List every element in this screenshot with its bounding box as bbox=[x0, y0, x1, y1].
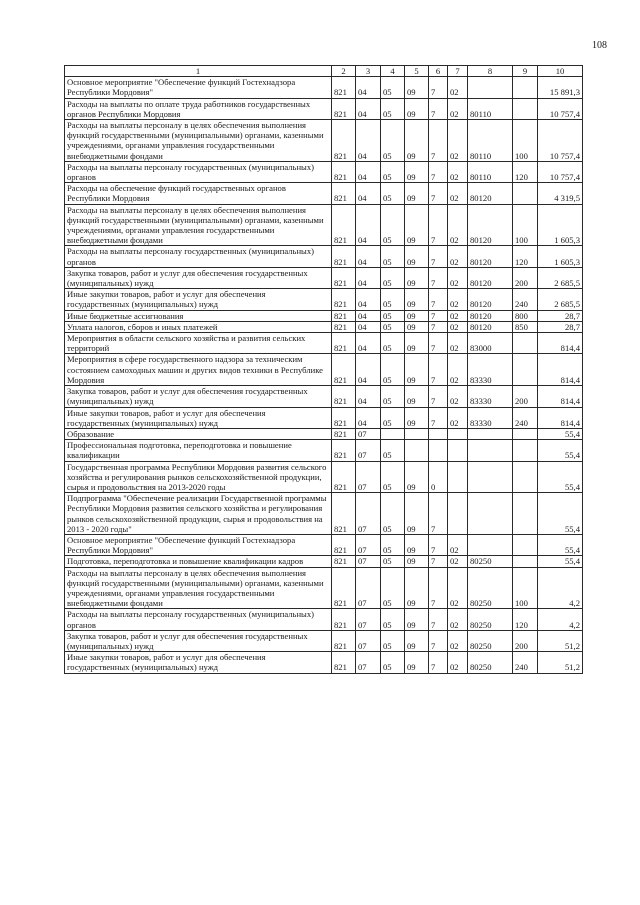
expense-type-code-cell: 200 bbox=[513, 630, 538, 651]
column-header: 1 bbox=[65, 66, 332, 77]
direction-code-cell: 80120 bbox=[468, 246, 513, 267]
ministry-code-cell: 821 bbox=[332, 246, 356, 267]
expense-name-cell: Расходы на выплаты персоналу в целях обеспечения выполнения функций государственными (муниципальными) органами, казенными учреждениями, органами управления государственными внебюджетными фондами bbox=[65, 204, 332, 246]
event-code-cell: 02 bbox=[448, 310, 468, 321]
expense-name-cell: Иные закупки товаров, работ и услуг для обеспечения государственных (муниципальных) нужд bbox=[65, 407, 332, 428]
subsection-code-cell: 05 bbox=[381, 333, 405, 354]
subprogram-code-cell: 7 bbox=[429, 407, 448, 428]
table-row bbox=[65, 428, 583, 439]
table-row bbox=[65, 204, 583, 246]
subprogram-code-cell: 7 bbox=[429, 609, 448, 630]
event-code-cell: 02 bbox=[448, 246, 468, 267]
expense-name-cell: Уплата налогов, сборов и иных платежей bbox=[65, 321, 332, 332]
section-code-cell: 04 bbox=[356, 204, 381, 246]
section-code-cell: 04 bbox=[356, 267, 381, 288]
direction-code-cell: 80250 bbox=[468, 609, 513, 630]
program-code-cell: 09 bbox=[405, 567, 429, 609]
event-code-cell: 02 bbox=[448, 204, 468, 246]
table-row bbox=[65, 567, 583, 609]
amount-cell: 814,4 bbox=[538, 407, 583, 428]
expense-type-code-cell bbox=[513, 77, 538, 98]
event-code-cell: 02 bbox=[448, 321, 468, 332]
column-header: 5 bbox=[405, 66, 429, 77]
amount-cell: 51,2 bbox=[538, 630, 583, 651]
program-code-cell: 09 bbox=[405, 630, 429, 651]
program-code-cell: 09 bbox=[405, 310, 429, 321]
section-code-cell: 04 bbox=[356, 321, 381, 332]
table-row bbox=[65, 310, 583, 321]
subprogram-code-cell: 7 bbox=[429, 98, 448, 119]
subprogram-code-cell: 7 bbox=[429, 386, 448, 407]
expense-name-cell: Расходы на обеспечение функций государственных органов Республики Мордовия bbox=[65, 183, 332, 204]
table-row bbox=[65, 98, 583, 119]
event-code-cell bbox=[448, 461, 468, 493]
subsection-code-cell: 05 bbox=[381, 267, 405, 288]
section-code-cell: 04 bbox=[356, 289, 381, 310]
amount-cell: 55,4 bbox=[538, 428, 583, 439]
direction-code-cell: 80110 bbox=[468, 98, 513, 119]
amount-cell: 4 319,5 bbox=[538, 183, 583, 204]
column-header: 9 bbox=[513, 66, 538, 77]
expense-name-cell: Расходы на выплаты персоналу государственных (муниципальных) органов bbox=[65, 609, 332, 630]
section-code-cell: 04 bbox=[356, 98, 381, 119]
table-row bbox=[65, 267, 583, 288]
expense-name-cell: Профессиональная подготовка, переподготовка и повышение квалификации bbox=[65, 440, 332, 461]
expense-name-cell: Закупка товаров, работ и услуг для обеспечения государственных (муниципальных) нужд bbox=[65, 267, 332, 288]
subprogram-code-cell: 7 bbox=[429, 120, 448, 162]
expense-type-code-cell: 240 bbox=[513, 652, 538, 673]
section-code-cell: 04 bbox=[356, 183, 381, 204]
ministry-code-cell: 821 bbox=[332, 161, 356, 182]
direction-code-cell: 80120 bbox=[468, 289, 513, 310]
expense-type-code-cell: 120 bbox=[513, 161, 538, 182]
section-code-cell: 04 bbox=[356, 407, 381, 428]
ministry-code-cell: 821 bbox=[332, 567, 356, 609]
ministry-code-cell: 821 bbox=[332, 333, 356, 354]
subsection-code-cell: 05 bbox=[381, 161, 405, 182]
amount-cell: 55,4 bbox=[538, 534, 583, 555]
ministry-code-cell: 821 bbox=[332, 428, 356, 439]
expense-type-code-cell: 850 bbox=[513, 321, 538, 332]
subsection-code-cell: 05 bbox=[381, 407, 405, 428]
expense-type-code-cell bbox=[513, 534, 538, 555]
direction-code-cell: 83330 bbox=[468, 354, 513, 386]
program-code-cell: 09 bbox=[405, 204, 429, 246]
table-row bbox=[65, 493, 583, 535]
program-code-cell: 09 bbox=[405, 321, 429, 332]
section-code-cell: 04 bbox=[356, 77, 381, 98]
direction-code-cell: 83000 bbox=[468, 333, 513, 354]
event-code-cell: 02 bbox=[448, 556, 468, 567]
section-code-cell: 04 bbox=[356, 161, 381, 182]
ministry-code-cell: 821 bbox=[332, 407, 356, 428]
subsection-code-cell: 05 bbox=[381, 652, 405, 673]
expense-type-code-cell: 120 bbox=[513, 609, 538, 630]
section-code-cell: 04 bbox=[356, 310, 381, 321]
subsection-code-cell: 05 bbox=[381, 556, 405, 567]
section-code-cell: 07 bbox=[356, 567, 381, 609]
program-code-cell: 09 bbox=[405, 98, 429, 119]
amount-cell: 814,4 bbox=[538, 386, 583, 407]
amount-cell: 55,4 bbox=[538, 461, 583, 493]
program-code-cell: 09 bbox=[405, 493, 429, 535]
event-code-cell: 02 bbox=[448, 386, 468, 407]
subprogram-code-cell: 7 bbox=[429, 204, 448, 246]
table-row bbox=[65, 161, 583, 182]
ministry-code-cell: 821 bbox=[332, 493, 356, 535]
table-row bbox=[65, 289, 583, 310]
ministry-code-cell: 821 bbox=[332, 609, 356, 630]
amount-cell: 28,7 bbox=[538, 321, 583, 332]
table-row bbox=[65, 440, 583, 461]
subsection-code-cell: 05 bbox=[381, 289, 405, 310]
expense-type-code-cell: 800 bbox=[513, 310, 538, 321]
direction-code-cell: 80250 bbox=[468, 556, 513, 567]
expense-name-cell: Мероприятия в сфере государственного надзора за техническим состоянием самоходных машин и других видов техники в Республике Мордовия bbox=[65, 354, 332, 386]
subprogram-code-cell: 7 bbox=[429, 183, 448, 204]
column-header: 7 bbox=[448, 66, 468, 77]
program-code-cell: 09 bbox=[405, 461, 429, 493]
expense-name-cell: Подготовка, переподготовка и повышение квалификации кадров bbox=[65, 556, 332, 567]
event-code-cell: 02 bbox=[448, 289, 468, 310]
subprogram-code-cell bbox=[429, 440, 448, 461]
table-row bbox=[65, 246, 583, 267]
direction-code-cell: 80110 bbox=[468, 120, 513, 162]
column-header: 10 bbox=[538, 66, 583, 77]
subsection-code-cell: 05 bbox=[381, 204, 405, 246]
expense-name-cell: Иные бюджетные ассигнования bbox=[65, 310, 332, 321]
ministry-code-cell: 821 bbox=[332, 267, 356, 288]
ministry-code-cell: 821 bbox=[332, 461, 356, 493]
amount-cell: 55,4 bbox=[538, 556, 583, 567]
expense-name-cell: Расходы на выплаты персоналу государственных (муниципальных) органов bbox=[65, 246, 332, 267]
column-header: 6 bbox=[429, 66, 448, 77]
subprogram-code-cell: 7 bbox=[429, 556, 448, 567]
direction-code-cell: 80250 bbox=[468, 567, 513, 609]
subsection-code-cell: 05 bbox=[381, 534, 405, 555]
program-code-cell: 09 bbox=[405, 77, 429, 98]
program-code-cell: 09 bbox=[405, 386, 429, 407]
expense-type-code-cell: 120 bbox=[513, 246, 538, 267]
expense-type-code-cell bbox=[513, 98, 538, 119]
subprogram-code-cell: 7 bbox=[429, 652, 448, 673]
expense-name-cell: Государственная программа Республики Мордовия развития сельского хозяйства и регулирования рынков сельскохозяйственной продукции, сырья и продовольствия на 2013-2020 годы bbox=[65, 461, 332, 493]
ministry-code-cell: 821 bbox=[332, 354, 356, 386]
subsection-code-cell: 05 bbox=[381, 321, 405, 332]
direction-code-cell: 80250 bbox=[468, 652, 513, 673]
subsection-code-cell: 05 bbox=[381, 461, 405, 493]
ministry-code-cell: 821 bbox=[332, 120, 356, 162]
amount-cell: 10 757,4 bbox=[538, 120, 583, 162]
section-code-cell: 07 bbox=[356, 630, 381, 651]
subsection-code-cell: 05 bbox=[381, 609, 405, 630]
expense-name-cell: Образование bbox=[65, 428, 332, 439]
amount-cell: 814,4 bbox=[538, 354, 583, 386]
subsection-code-cell: 05 bbox=[381, 354, 405, 386]
event-code-cell: 02 bbox=[448, 183, 468, 204]
table-row bbox=[65, 407, 583, 428]
expense-type-code-cell bbox=[513, 428, 538, 439]
section-code-cell: 07 bbox=[356, 428, 381, 439]
subsection-code-cell: 05 bbox=[381, 440, 405, 461]
direction-code-cell bbox=[468, 428, 513, 439]
program-code-cell: 09 bbox=[405, 289, 429, 310]
ministry-code-cell: 821 bbox=[332, 321, 356, 332]
table-row bbox=[65, 652, 583, 673]
expense-type-code-cell: 100 bbox=[513, 120, 538, 162]
section-code-cell: 07 bbox=[356, 440, 381, 461]
subprogram-code-cell: 0 bbox=[429, 461, 448, 493]
direction-code-cell: 80250 bbox=[468, 630, 513, 651]
subprogram-code-cell: 7 bbox=[429, 333, 448, 354]
expense-type-code-cell: 240 bbox=[513, 407, 538, 428]
event-code-cell: 02 bbox=[448, 630, 468, 651]
program-code-cell: 09 bbox=[405, 333, 429, 354]
section-code-cell: 07 bbox=[356, 609, 381, 630]
header-row bbox=[65, 66, 583, 77]
subsection-code-cell: 05 bbox=[381, 386, 405, 407]
amount-cell: 28,7 bbox=[538, 310, 583, 321]
expense-name-cell: Расходы на выплаты по оплате труда работников государственных органов Республики Мордовия bbox=[65, 98, 332, 119]
program-code-cell bbox=[405, 440, 429, 461]
event-code-cell bbox=[448, 440, 468, 461]
ministry-code-cell: 821 bbox=[332, 98, 356, 119]
table-row bbox=[65, 556, 583, 567]
direction-code-cell: 80120 bbox=[468, 183, 513, 204]
program-code-cell: 09 bbox=[405, 267, 429, 288]
page-number: 108 bbox=[592, 40, 607, 51]
subsection-code-cell bbox=[381, 428, 405, 439]
expense-name-cell: Основное мероприятие "Обеспечение функций Гостехнадзора Республики Мордовия" bbox=[65, 77, 332, 98]
expense-name-cell: Закупка товаров, работ и услуг для обеспечения государственных (муниципальных) нужд bbox=[65, 630, 332, 651]
expense-type-code-cell bbox=[513, 183, 538, 204]
ministry-code-cell: 821 bbox=[332, 630, 356, 651]
program-code-cell: 09 bbox=[405, 534, 429, 555]
subprogram-code-cell: 7 bbox=[429, 321, 448, 332]
direction-code-cell: 80120 bbox=[468, 310, 513, 321]
subprogram-code-cell: 7 bbox=[429, 77, 448, 98]
table-row bbox=[65, 461, 583, 493]
program-code-cell: 09 bbox=[405, 183, 429, 204]
event-code-cell: 02 bbox=[448, 354, 468, 386]
table-row bbox=[65, 321, 583, 332]
subprogram-code-cell: 7 bbox=[429, 493, 448, 535]
amount-cell: 1 605,3 bbox=[538, 204, 583, 246]
program-code-cell: 09 bbox=[405, 407, 429, 428]
budget-table bbox=[64, 65, 583, 674]
expense-type-code-cell bbox=[513, 333, 538, 354]
program-code-cell: 09 bbox=[405, 609, 429, 630]
ministry-code-cell: 821 bbox=[332, 652, 356, 673]
table-row bbox=[65, 609, 583, 630]
subsection-code-cell: 05 bbox=[381, 120, 405, 162]
ministry-code-cell: 821 bbox=[332, 534, 356, 555]
direction-code-cell bbox=[468, 77, 513, 98]
amount-cell: 55,4 bbox=[538, 440, 583, 461]
amount-cell: 15 891,3 bbox=[538, 77, 583, 98]
amount-cell: 4,2 bbox=[538, 609, 583, 630]
table-row bbox=[65, 120, 583, 162]
amount-cell: 4,2 bbox=[538, 567, 583, 609]
event-code-cell bbox=[448, 428, 468, 439]
expense-type-code-cell: 240 bbox=[513, 289, 538, 310]
subprogram-code-cell: 7 bbox=[429, 354, 448, 386]
section-code-cell: 07 bbox=[356, 652, 381, 673]
direction-code-cell bbox=[468, 461, 513, 493]
program-code-cell: 09 bbox=[405, 354, 429, 386]
section-code-cell: 04 bbox=[356, 354, 381, 386]
table-row bbox=[65, 386, 583, 407]
direction-code-cell: 80120 bbox=[468, 321, 513, 332]
expense-name-cell: Расходы на выплаты персоналу в целях обеспечения выполнения функций государственными (муниципальными) органами, казенными учреждениями, органами управления государственными внебюджетными фондами bbox=[65, 567, 332, 609]
column-header: 2 bbox=[332, 66, 356, 77]
amount-cell: 10 757,4 bbox=[538, 161, 583, 182]
expense-name-cell: Иные закупки товаров, работ и услуг для обеспечения государственных (муниципальных) нужд bbox=[65, 652, 332, 673]
subsection-code-cell: 05 bbox=[381, 567, 405, 609]
amount-cell: 55,4 bbox=[538, 493, 583, 535]
expense-type-code-cell bbox=[513, 461, 538, 493]
column-header: 8 bbox=[468, 66, 513, 77]
subprogram-code-cell: 7 bbox=[429, 289, 448, 310]
ministry-code-cell: 821 bbox=[332, 386, 356, 407]
subprogram-code-cell: 7 bbox=[429, 534, 448, 555]
subprogram-code-cell: 7 bbox=[429, 161, 448, 182]
direction-code-cell: 83330 bbox=[468, 386, 513, 407]
column-header: 4 bbox=[381, 66, 405, 77]
event-code-cell: 02 bbox=[448, 267, 468, 288]
ministry-code-cell: 821 bbox=[332, 77, 356, 98]
expense-type-code-cell bbox=[513, 556, 538, 567]
ministry-code-cell: 821 bbox=[332, 556, 356, 567]
subprogram-code-cell: 7 bbox=[429, 310, 448, 321]
amount-cell: 10 757,4 bbox=[538, 98, 583, 119]
subsection-code-cell: 05 bbox=[381, 630, 405, 651]
expense-name-cell: Расходы на выплаты персоналу государственных (муниципальных) органов bbox=[65, 161, 332, 182]
subsection-code-cell: 05 bbox=[381, 77, 405, 98]
section-code-cell: 07 bbox=[356, 493, 381, 535]
direction-code-cell bbox=[468, 440, 513, 461]
amount-cell: 1 605,3 bbox=[538, 246, 583, 267]
event-code-cell: 02 bbox=[448, 120, 468, 162]
program-code-cell: 09 bbox=[405, 652, 429, 673]
subsection-code-cell: 05 bbox=[381, 246, 405, 267]
program-code-cell: 09 bbox=[405, 246, 429, 267]
event-code-cell: 02 bbox=[448, 534, 468, 555]
event-code-cell: 02 bbox=[448, 98, 468, 119]
table-row bbox=[65, 354, 583, 386]
subsection-code-cell: 05 bbox=[381, 310, 405, 321]
section-code-cell: 07 bbox=[356, 461, 381, 493]
expense-name-cell: Основное мероприятие "Обеспечение функций Гостехнадзора Республики Мордовия" bbox=[65, 534, 332, 555]
table-row bbox=[65, 77, 583, 98]
amount-cell: 2 685,5 bbox=[538, 289, 583, 310]
event-code-cell: 02 bbox=[448, 77, 468, 98]
direction-code-cell bbox=[468, 534, 513, 555]
subsection-code-cell: 05 bbox=[381, 98, 405, 119]
expense-name-cell: Расходы на выплаты персоналу в целях обеспечения выполнения функций государственными (муниципальными) органами, казенными учреждениями, органами управления государственными внебюджетными фондами bbox=[65, 120, 332, 162]
subprogram-code-cell bbox=[429, 428, 448, 439]
expense-type-code-cell: 200 bbox=[513, 267, 538, 288]
amount-cell: 814,4 bbox=[538, 333, 583, 354]
program-code-cell: 09 bbox=[405, 120, 429, 162]
amount-cell: 51,2 bbox=[538, 652, 583, 673]
event-code-cell: 02 bbox=[448, 161, 468, 182]
expense-type-code-cell: 100 bbox=[513, 204, 538, 246]
table-row bbox=[65, 534, 583, 555]
expense-type-code-cell bbox=[513, 493, 538, 535]
direction-code-cell: 80120 bbox=[468, 204, 513, 246]
direction-code-cell: 80120 bbox=[468, 267, 513, 288]
expense-name-cell: Подпрограмма "Обеспечение реализации Государственной программы Республики Мордовия развития сельского хозяйства и регулирования рынков сельскохозяйственной продукции, сырья и продовольствия на 2013 - 2020 годы" bbox=[65, 493, 332, 535]
expense-name-cell: Закупка товаров, работ и услуг для обеспечения государственных (муниципальных) нужд bbox=[65, 386, 332, 407]
direction-code-cell: 83330 bbox=[468, 407, 513, 428]
event-code-cell: 02 bbox=[448, 567, 468, 609]
expense-type-code-cell bbox=[513, 354, 538, 386]
table-row bbox=[65, 333, 583, 354]
subprogram-code-cell: 7 bbox=[429, 246, 448, 267]
table-row bbox=[65, 183, 583, 204]
ministry-code-cell: 821 bbox=[332, 289, 356, 310]
program-code-cell: 09 bbox=[405, 556, 429, 567]
program-code-cell: 09 bbox=[405, 161, 429, 182]
event-code-cell bbox=[448, 493, 468, 535]
direction-code-cell bbox=[468, 493, 513, 535]
section-code-cell: 07 bbox=[356, 556, 381, 567]
column-header: 3 bbox=[356, 66, 381, 77]
subprogram-code-cell: 7 bbox=[429, 630, 448, 651]
expense-name-cell: Мероприятия в области сельского хозяйства и развития сельских территорий bbox=[65, 333, 332, 354]
ministry-code-cell: 821 bbox=[332, 440, 356, 461]
expense-type-code-cell: 200 bbox=[513, 386, 538, 407]
expense-type-code-cell: 100 bbox=[513, 567, 538, 609]
event-code-cell: 02 bbox=[448, 609, 468, 630]
section-code-cell: 04 bbox=[356, 386, 381, 407]
event-code-cell: 02 bbox=[448, 407, 468, 428]
program-code-cell bbox=[405, 428, 429, 439]
section-code-cell: 04 bbox=[356, 333, 381, 354]
table-row bbox=[65, 630, 583, 651]
subprogram-code-cell: 7 bbox=[429, 267, 448, 288]
table-body bbox=[65, 77, 583, 673]
section-code-cell: 07 bbox=[356, 534, 381, 555]
direction-code-cell: 80110 bbox=[468, 161, 513, 182]
ministry-code-cell: 821 bbox=[332, 310, 356, 321]
ministry-code-cell: 821 bbox=[332, 204, 356, 246]
subprogram-code-cell: 7 bbox=[429, 567, 448, 609]
ministry-code-cell: 821 bbox=[332, 183, 356, 204]
amount-cell: 2 685,5 bbox=[538, 267, 583, 288]
event-code-cell: 02 bbox=[448, 652, 468, 673]
expense-name-cell: Иные закупки товаров, работ и услуг для обеспечения государственных (муниципальных) нужд bbox=[65, 289, 332, 310]
expense-type-code-cell bbox=[513, 440, 538, 461]
subsection-code-cell: 05 bbox=[381, 183, 405, 204]
subsection-code-cell: 05 bbox=[381, 493, 405, 535]
section-code-cell: 04 bbox=[356, 120, 381, 162]
event-code-cell: 02 bbox=[448, 333, 468, 354]
section-code-cell: 04 bbox=[356, 246, 381, 267]
